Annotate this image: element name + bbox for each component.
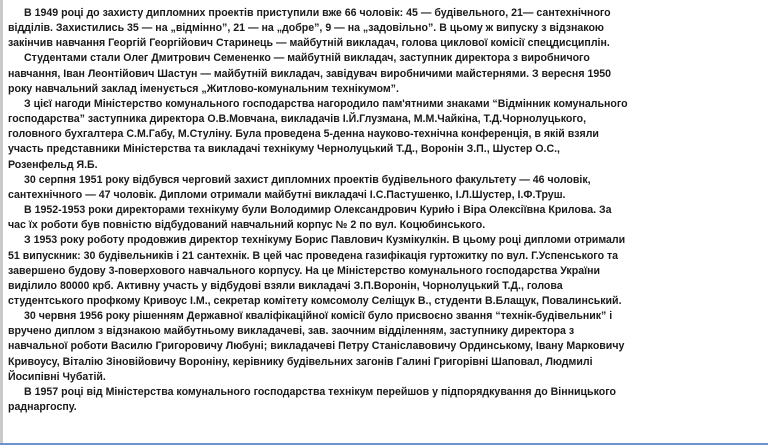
paragraph-1952-directors: В 1952-1953 роки директорами технікуму були Володимир Олександрович Куриło і Віра Олексіївна Крилова. За час їх роботи був повністю відбудований навчальний корпус № 2 по вул. Коцюбинського.: [8, 204, 612, 232]
paragraph-1956-diplomas: 30 червня 1956 року рішенням Державної кваліфікаційної комісії було присвоєно звання “технік-будівельник” і вручено диплом з відзнакою майбутньому викладачеві, зав. заочним відділенням, заступнику директора з навчальної роботи Василю Григоровичу Любуні; викладачеві Петру Станіславовичу Ординському, Івану Марковичу Кривоусу, Віталію Зіновійовичу Вороніну, керівнику будівельних загонів Галині Григорівні Шаповал, Людмилі Йосипівні Чубатій.: [8, 310, 625, 383]
paragraph-1950-students: Студентами стали Олег Дмитрович Семененко — майбутній викладач, заступник директора з виробничого навчання, Іван Леонтійович Шастун — майбутній викладач, завідувач виробничими майстернями. З вересня 1950 року навчальний заклад іменується „Житлово-комунальним технікумом”.: [8, 52, 612, 95]
paragraph-1957-transfer: В 1957 році від Міністерства комунального господарства технікум перейшов у підпорядкування до Вінницького раднаргоспу.: [8, 385, 616, 414]
left-border-decoration: [0, 0, 3, 445]
paragraph-ministry-awards: З цієї нагоди Міністерство комунального господарства нагородило пам'ятними знаками “Відмінник комунального господарства” заступника директора О.В.Мовчана, викладачів І.Й.Глузмана, М.М.Чайкіна, Т.Д.Чорнолуцького, головного бухгалтера С.М.Габу, М.Стуліну. Була проведена 5-денна науково-технічна конференція, в якій взяли участь представники Міністерства та викладачі технікуму Чернолуцький Т.Д., Воронін З.П., Шустер О.С., Розенфельд Я.Б.: [8, 97, 628, 171]
paragraph-1951-defense: 30 серпня 1951 року відбувся черговий захист дипломних проектів будівельного факультету — 46 чоловік, сантехнічного — 47 чоловік. Дипломи отримали майбутні викладачі І.С.Пастушенко, І.Л.Шустер, І.Ф.Труш.: [8, 173, 591, 201]
paragraph-1953-director: З 1953 року роботу продовжив директор технікуму Борис Павлович Кузмікулкін. В цьому році дипломи отримали 51 випускник: 30 будівельників і 21 сантехнік. В цей час проведена газифікація гуртожитку по вул. Г.Успенського та завершено будову 3-поверхового навчального корпусу. На це Міністерство комунального господарства України виділило 80000 крб. Активну участь у відбудові взяли викладачі З.П.Воронін, Чорнолуцький Т.Д., голова студентського профкому Кривоус І.М., секретар комітету комсомолу Селіщук В., студенти В.Блащук, Повалинський.: [8, 234, 626, 307]
paragraph-1949-graduation: В 1949 році до захисту дипломних проектів приступили вже 66 чоловік: 45 — будівельного, 21— сантехнічного відділів. Захистились 35 — на „відмінно”, 21 — на „добре”, 9 — на „задовільно”. В цьому ж випуску з відзнакою закінчив навчання Георгій Георгійович Старинець — майбутній викладач, голова циклової комісії спецдисциплін.: [8, 7, 611, 50]
history-text-block: [8, 6, 760, 415]
